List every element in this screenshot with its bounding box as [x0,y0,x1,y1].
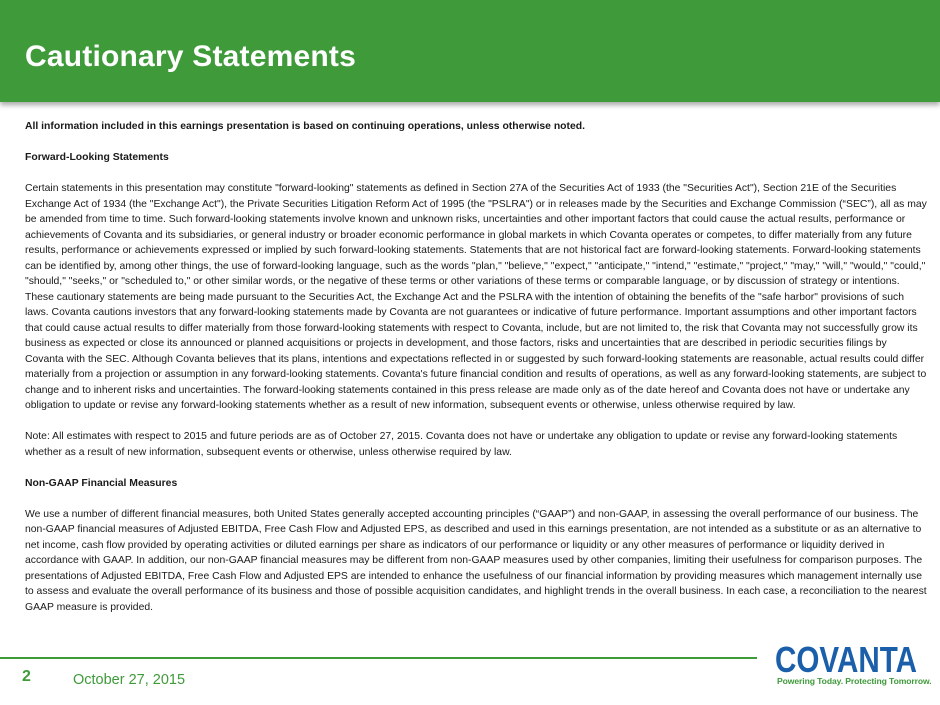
covanta-logo [775,642,932,690]
intro-statement: All information included in this earnings presentation is based on continuing operations, unless otherwise noted. [25,121,585,132]
non-gaap-paragraph: We use a number of different financial measures, both United States generally accepted accounting principles (“GAAP”) and non-GAAP, in assessing the overall performance of our business. The non-GAAP financial measures of Adjusted EBITDA, Free Cash Flow and Adjusted EPS, as described and used in this earnings presentation, are not intended as a substitute or as an alternative to net income, cash flow provided by operating activities or diluted earnings per share as indicators of our performance or liquidity or any other measures of performance or liquidity derived in accordance with GAAP. In addition, our non-GAAP financial measures may be different from non-GAAP measures used by other companies, limiting their usefulness for comparison purposes. The presentations of Adjusted EBITDA, Free Cash Flow and Adjusted EPS are intended to enhance the usefulness of our financial information by providing measures which management internally use to assess and evaluate the overall performance of its business and those of possible acquisition candidates, and highlight trends in the overall business. In each case, a reconciliation to the nearest GAAP measure is provided. [25,508,927,613]
page-number: 2 [22,668,31,685]
logo-text: COVANTA [775,642,917,676]
covanta-wordmark [775,642,918,676]
logo-tagline: Powering Today. Protecting Tomorrow. [777,676,932,686]
page-title: Cautionary Statements [25,40,356,73]
forward-looking-heading: Forward-Looking Statements [25,152,169,163]
footer-divider [0,657,757,659]
title-bar [0,0,940,102]
non-gaap-heading: Non-GAAP Financial Measures [25,477,178,489]
note-paragraph: Note: All estimates with respect to 2015 and future periods are as of October 27, 2015. Covanta does not have or undertake any obligation to update or revise any forward-looking statements whether as a result of new information, subsequent events or otherwise, unless otherwise required by law. [25,431,898,458]
forward-looking-paragraph: Certain statements in this presentation may constitute "forward-looking" statements as defined in Section 27A of the Securities Act of 1933 (the "Securities Act"), Section 21E of the Securities Exchange Act of 1934 (the "Exchange Act"), the Private Securities Litigation Reform Act of 1995 (the "PSLRA") or in releases made by the Securities and Exchange Commission (“SEC”), all as may be amended from time to time. Such forward-looking statements involve known and unknown risks, uncertainties and other important factors that could cause the actual results, performance or achievements of Covanta and its subsidiaries, or general industry or broader economic performance in global markets in which Covanta operates or competes, to differ materially from any future results, performance or achievements expressed or implied by such forward-looking statements. Statements that are not historical fact are forward-looking statements. Forward-looking statements can be identified by, among other things, the use of forward-looking language, such as the words "plan," "believe," "expect," "anticipate," "intend," "estimate," "project," "may," "will," "would," "could," "should," "seeks," or "scheduled to," or other similar words, or the negative of these terms or other variations of these terms or comparable language, or by discussion of strategy or intentions. These cautionary statements are being made pursuant to the Securities Act, the Exchange Act and the PSLRA with the intention of obtaining the benefits of the "safe harbor" provisions of such laws. Covanta cautions investors that any forward-looking statements made by Covanta are not guarantees or indicative of future performance. Important assumptions and other important factors that could cause actual results to differ materially from those forward-looking statements with respect to Covanta, include, but are not limited to, the risk that Covanta may not successfully grow its business as expected or close its announced or planned acquisitions or projects in development, and those factors, risks and uncertainties that are described in periodic securities filings by Covanta with the SEC. Although Covanta believes that its plans, intentions and expectations reflected in or suggested by such forward-looking statements are reasonable, actual results could differ materially from a projection or assumption in any forward-looking statements. Covanta's future financial condition and results of operations, as well as any forward-looking statements, are subject to change and to inherent risks and uncertainties. The forward-looking statements contained in this press release are made only as of the date hereof and Covanta does not have or undertake any obligation to update or revise any forward-looking statements whether as a result of new information, subsequent events or otherwise, unless otherwise required by law. [25,183,927,411]
document-body [25,119,927,631]
footer-date: October 27, 2015 [73,672,186,688]
